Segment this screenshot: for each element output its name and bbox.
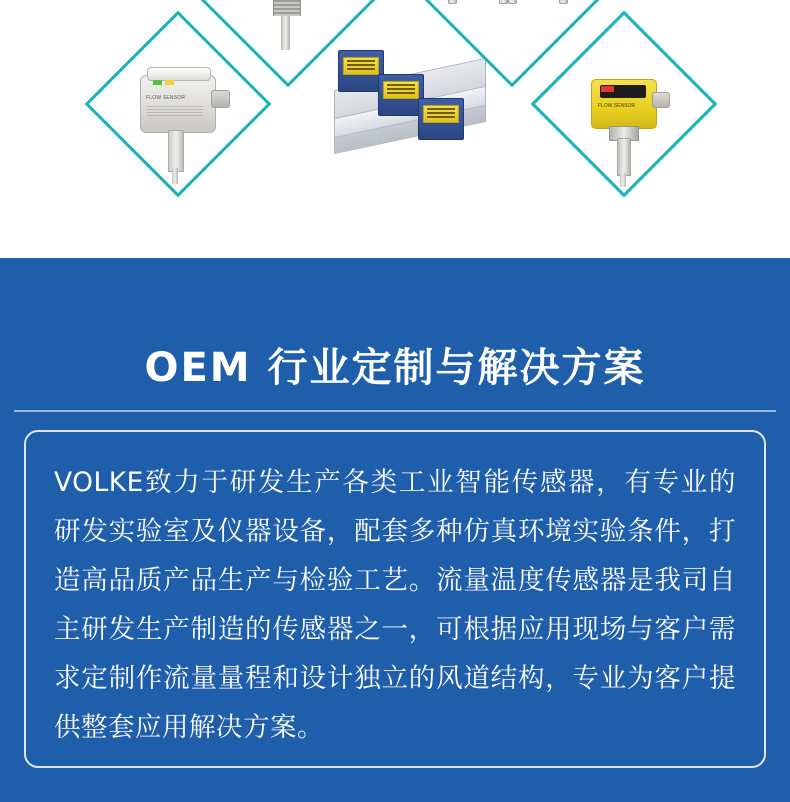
valve-display-2: [383, 81, 419, 99]
probe-rod: [281, 16, 290, 50]
meter-flange-right: [499, 0, 508, 4]
sensor-label-lines: [147, 106, 203, 118]
gallery-item-content: [334, 38, 466, 170]
meter-flange-left: [508, 0, 517, 4]
meter-flange-right: [559, 0, 568, 4]
probe-thread: [273, 0, 301, 16]
gallery-item-content: [115, 41, 241, 167]
sensor-label-text: FLOW SENSOR: [598, 103, 635, 109]
sensor-head: [591, 79, 657, 129]
round-flow-sensor-illustration: [140, 75, 216, 133]
sensor-stem: [168, 130, 184, 172]
gallery-item-content: [449, 0, 575, 57]
status-led-yellow: [165, 80, 174, 85]
valve-display-3: [423, 105, 459, 123]
gallery-item-content: [225, 0, 351, 57]
flange-meter-illustration: [452, 0, 572, 29]
sensor-label-text: FLOW SENSOR: [146, 95, 186, 101]
sensor-tip: [172, 168, 178, 184]
sensor-display-red-indicator: [601, 86, 614, 92]
banner-text-box: [24, 430, 766, 768]
status-led-green: [153, 80, 162, 85]
oem-banner: [0, 258, 790, 802]
valve-block-illustration: [334, 44, 466, 164]
sensor-body: [140, 75, 216, 133]
yellow-sensor-illustration: [591, 79, 657, 129]
sensor-connector: [652, 92, 670, 108]
sensor-tip: [620, 173, 626, 187]
meter-flange-left: [448, 0, 457, 4]
valve-display-1: [343, 57, 379, 75]
banner-divider: [14, 410, 776, 412]
sensor-connector: [211, 90, 230, 108]
banner-body-text: VOLKE致力于研发生产各类工业智能传感器，有专业的研发实验室及仪器设备，配套多种仿真环境实验条件，打造高品质产品生产与检验工艺。流量温度传感器是我司自主研发生产制造的传感器之一，可根据应用现场与客户需求定制作流量量程和设计独立的风道结构，专业为客户提供整套应用解决方案。: [54, 467, 736, 743]
valve-block-3: [418, 98, 464, 140]
product-gallery: [0, 0, 790, 258]
sensor-cap: [147, 67, 211, 81]
banner-title: OEM 行业定制与解决方案: [144, 345, 646, 391]
gallery-item-content: [561, 41, 687, 167]
threaded-probe-illustration: [266, 0, 311, 50]
sensor-stem: [617, 138, 631, 176]
